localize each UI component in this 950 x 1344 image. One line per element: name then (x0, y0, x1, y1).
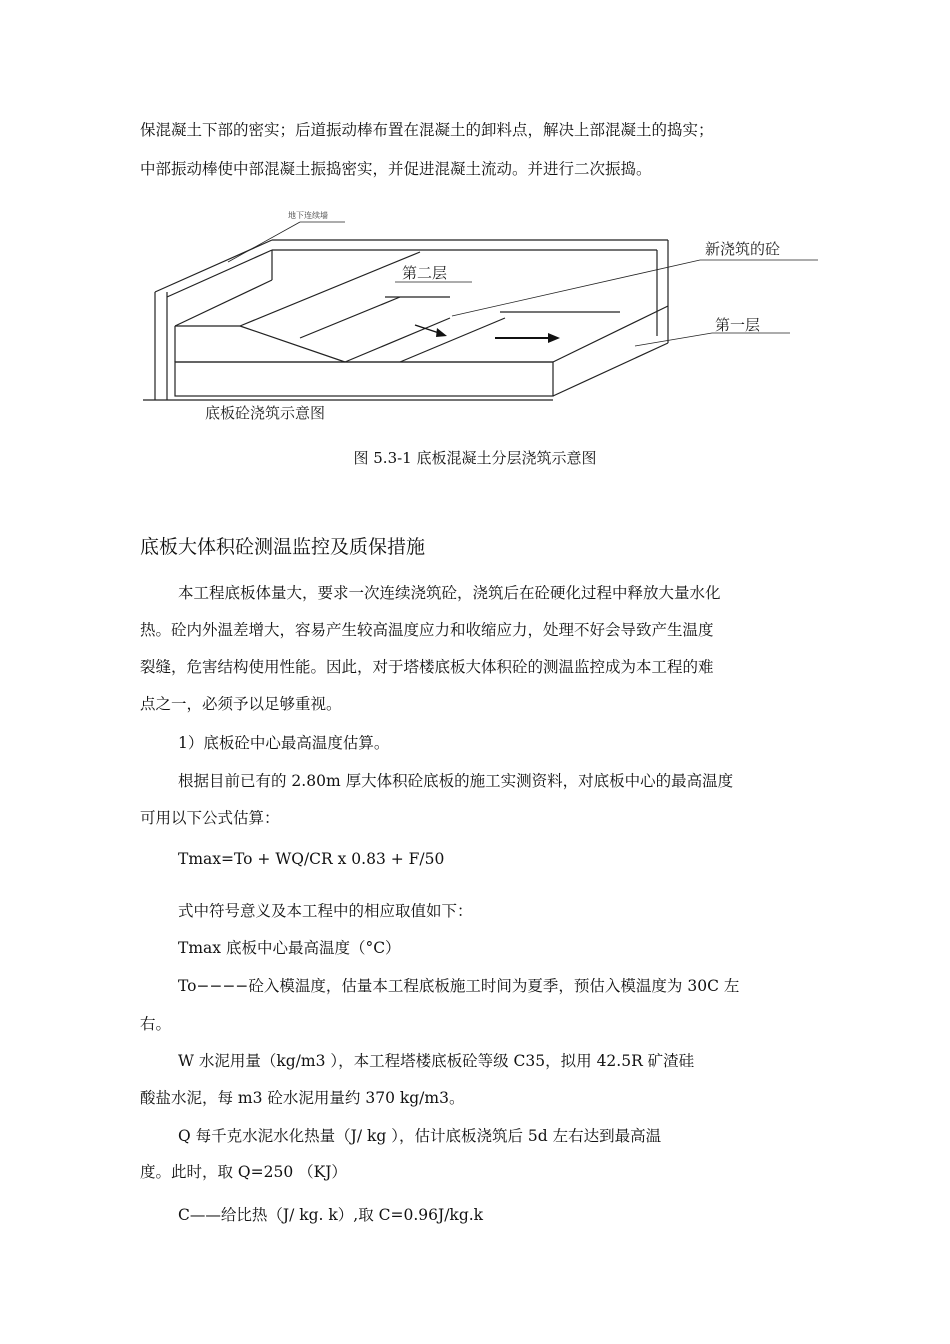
paragraph-line: Q 每千克水泥水化热量（J/ kg ），估计底板浇筑后 5d 左右达到最高温 (178, 1127, 662, 1145)
pour-line (240, 326, 345, 362)
wall-line (167, 250, 272, 297)
paragraph-line: 热。砼内外温差增大，容易产生较高温度应力和收缩应力，处理不好会导致产生温度 (140, 621, 714, 639)
paragraph-line: 式中符号意义及本工程中的相应取值如下： (178, 902, 473, 920)
slab-edge (553, 306, 668, 362)
label-new-concrete: 新浇筑的砼 (705, 240, 781, 258)
paragraph-line: C——给比热（J/ kg. k）,取 C=0.96J/kg.k (178, 1206, 484, 1224)
formula: Tmax=To + WQ/CR x 0.83 + F/50 (178, 850, 445, 868)
paragraph-line: 裂缝，危害结构使用性能。因此，对于塔楼底板大体积砼的测温监控成为本工程的难 (140, 658, 714, 676)
paragraph-line: 本工程底板体量大，要求一次连续浇筑砼，浇筑后在砼硬化过程中释放大量水化 (178, 584, 721, 602)
leader-line (635, 333, 712, 346)
label-diagram-title: 底板砼浇筑示意图 (205, 404, 326, 422)
flow-arrow-head (436, 328, 447, 337)
label-layer-1: 第一层 (715, 316, 761, 334)
paragraph-line: W 水泥用量（kg/m3 ），本工程塔楼底板砼等级 C35，拟用 42.5R 矿渣硅 (178, 1052, 695, 1070)
paragraph-line: 保混凝土下部的密实；后道振动棒布置在混凝土的卸料点，解决上部混凝土的捣实； (140, 121, 714, 139)
section-heading: 底板大体积砼测温监控及质保措施 (140, 536, 426, 558)
wall-line (155, 240, 272, 292)
paragraph-line: 酸盐水泥，每 m3 砼水泥用量约 370 kg/m3。 (140, 1089, 465, 1107)
flow-arrow-head (548, 333, 560, 343)
paragraph-line: 中部振动棒使中部混凝土振捣密实，并促进混凝土流动。并进行二次振捣。 (140, 160, 652, 178)
figure-caption: 图 5.3-1 底板混凝土分层浇筑示意图 (353, 449, 597, 467)
paragraph-line: 右。 (140, 1015, 172, 1033)
leader-line (228, 222, 300, 262)
paragraph-line: 点之一，必须予以足够重视。 (140, 695, 342, 713)
paragraph-line: 度。此时，取 Q=250 （KJ） (140, 1163, 347, 1181)
paragraph-line: 可用以下公式估算： (140, 809, 280, 827)
pour-line (300, 297, 400, 338)
label-layer-2: 第二层 (402, 264, 448, 282)
pour-line (345, 318, 450, 362)
slab-front-face (175, 362, 553, 396)
label-wall: 地下连续墙 (288, 211, 328, 220)
paragraph-line: 1）底板砼中心最高温度估算。 (178, 734, 390, 752)
paragraph-line: To−−−−砼入模温度，估量本工程底板施工时间为夏季，预估入模温度为 30C 左 (178, 977, 740, 995)
slab-edge (553, 343, 668, 396)
layered-pouring-diagram (0, 0, 950, 430)
paragraph-line: Tmax 底板中心最高温度（°C） (178, 939, 401, 957)
leader-line (452, 260, 700, 316)
paragraph-line: 根据目前已有的 2.80m 厚大体积砼底板的施工实测资料，对底板中心的最高温度 (178, 772, 734, 790)
pour-line (240, 252, 420, 326)
